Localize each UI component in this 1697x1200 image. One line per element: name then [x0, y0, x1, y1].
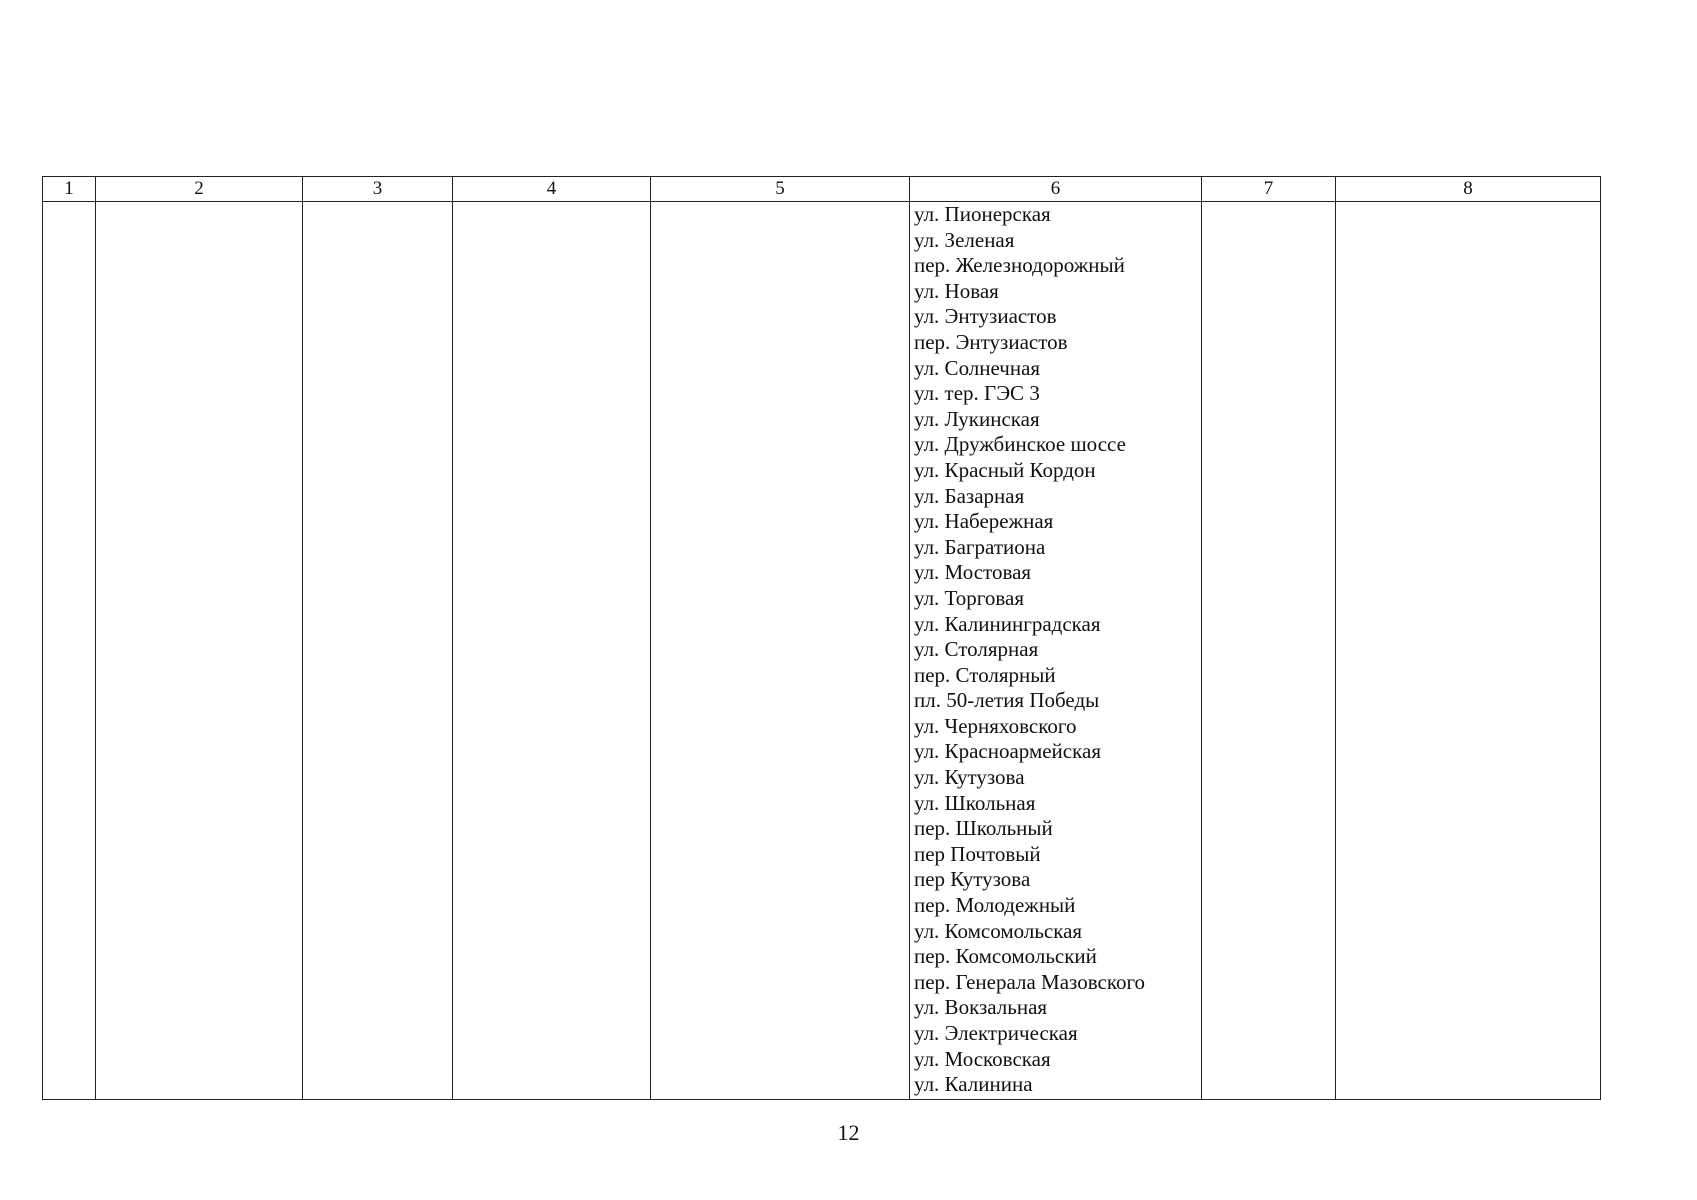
table-row: [43, 202, 1601, 1100]
column-header-8: 8: [1336, 177, 1601, 202]
list-item: ул. тер. ГЭС 3: [914, 381, 1040, 406]
list-item: ул. Дружбинское шоссе: [914, 432, 1126, 457]
list-item: ул. Электрическая: [914, 1021, 1078, 1045]
list-item: пер Почтовый: [914, 841, 1041, 866]
column-header-4: 4: [453, 177, 651, 202]
list-item: пер. Энтузиастов: [914, 329, 1068, 354]
list-item: пл. 50-летия Победы: [914, 688, 1100, 713]
column-header-2: 2: [96, 177, 303, 202]
list-item: ул. Комсомольская: [914, 918, 1083, 943]
document-table: [42, 176, 1601, 1100]
cell-col-6: [910, 202, 1202, 1100]
list-item: пер. Столярный: [914, 662, 1056, 687]
cell-col-5: [651, 202, 910, 1100]
cell-col-8: [1336, 202, 1601, 1100]
column-header-3: 3: [303, 177, 453, 202]
street-list: [910, 202, 1201, 1098]
header-row: [43, 177, 1601, 202]
list-item: ул. Новая: [914, 278, 999, 303]
column-header-6: 6: [910, 177, 1202, 202]
list-item: ул. Торговая: [914, 585, 1025, 610]
list-item: ул. Энтузиастов: [914, 304, 1057, 329]
list-item: пер. Генерала Мазовского: [914, 969, 1146, 994]
cell-col-4: [453, 202, 651, 1100]
list-item: пер. Школьный: [914, 816, 1053, 841]
list-item: ул. Красный Кордон: [914, 457, 1096, 482]
cell-col-7: [1202, 202, 1336, 1100]
list-item: ул. Пионерская: [914, 202, 1051, 226]
list-item: ул. Красноармейская: [914, 739, 1101, 764]
cell-col-3: [303, 202, 453, 1100]
list-item: ул. Московская: [914, 1046, 1051, 1071]
list-item: ул. Мостовая: [914, 560, 1032, 585]
list-item: ул. Кутузова: [914, 765, 1025, 790]
list-item: ул. Лукинская: [914, 406, 1040, 431]
list-item: ул. Столярная: [914, 637, 1039, 662]
cell-col-1: [43, 202, 96, 1100]
column-header-7: 7: [1202, 177, 1336, 202]
list-item: пер. Комсомольский: [914, 944, 1097, 969]
list-item: ул. Калининградская: [914, 611, 1101, 636]
list-item: ул. Школьная: [914, 790, 1036, 815]
column-header-1: 1: [43, 177, 96, 202]
list-item: пер Кутузова: [914, 867, 1031, 892]
list-item: пер. Молодежный: [914, 893, 1076, 918]
list-item: ул. Калинина: [914, 1072, 1033, 1097]
page-number: 12: [837, 1120, 860, 1145]
list-item: ул. Черняховского: [914, 713, 1077, 738]
cell-col-2: [96, 202, 303, 1100]
list-item: ул. Набережная: [914, 509, 1054, 534]
list-item: ул. Базарная: [914, 483, 1025, 508]
list-item: пер. Железнодорожный: [914, 253, 1125, 278]
list-item: ул. Зеленая: [914, 227, 1015, 252]
list-item: ул. Солнечная: [914, 355, 1041, 380]
list-item: ул. Багратиона: [914, 534, 1046, 559]
list-item: ул. Вокзальная: [914, 995, 1048, 1020]
column-header-5: 5: [651, 177, 910, 202]
